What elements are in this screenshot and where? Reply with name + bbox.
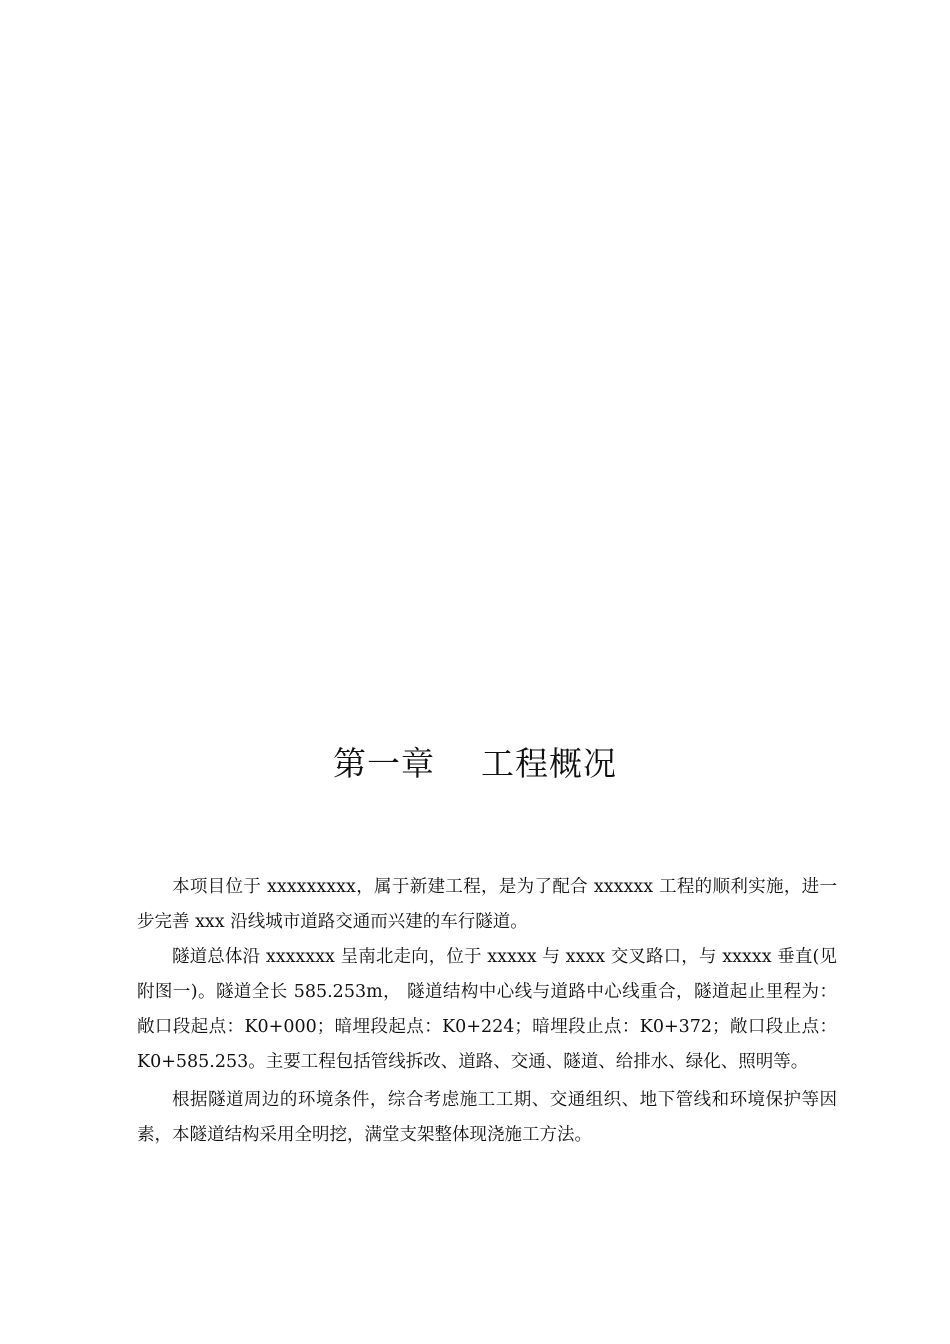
document-body [137, 870, 837, 1153]
paragraph-project-location: 本项目位于 xxxxxxxxx，属于新建工程，是为了配合 xxxxxx 工程的顺利实施，进一步完善 xxx 沿线城市道路交通而兴建的车行隧道。 [137, 877, 837, 932]
paragraph-construction-method: 根据隧道周边的环境条件，综合考虑施工工期、交通组织、地下管线和环境保护等因素，本隧道结构采用全明挖，满堂支架整体现浇施工方法。 [137, 1090, 837, 1145]
chapter-title: 第一章 工程概况 [333, 744, 617, 783]
paragraph-tunnel-overview: 隧道总体沿 xxxxxxx 呈南北走向，位于 xxxxx 与 xxxx 交叉路口，与 xxxxx 垂直(见附图一)。隧道全长 585.253m， 隧道结构中心线与道路中心线重合，隧道起止里程为：敞口段起点：K0+000；暗埋段起点：K0+224；暗埋段止点：K0+372；敞口段止点：K0+585.253。主要工程包括管线拆改、道路、交通、隧道、给排水、绿化、照明等。 [137, 947, 837, 1072]
